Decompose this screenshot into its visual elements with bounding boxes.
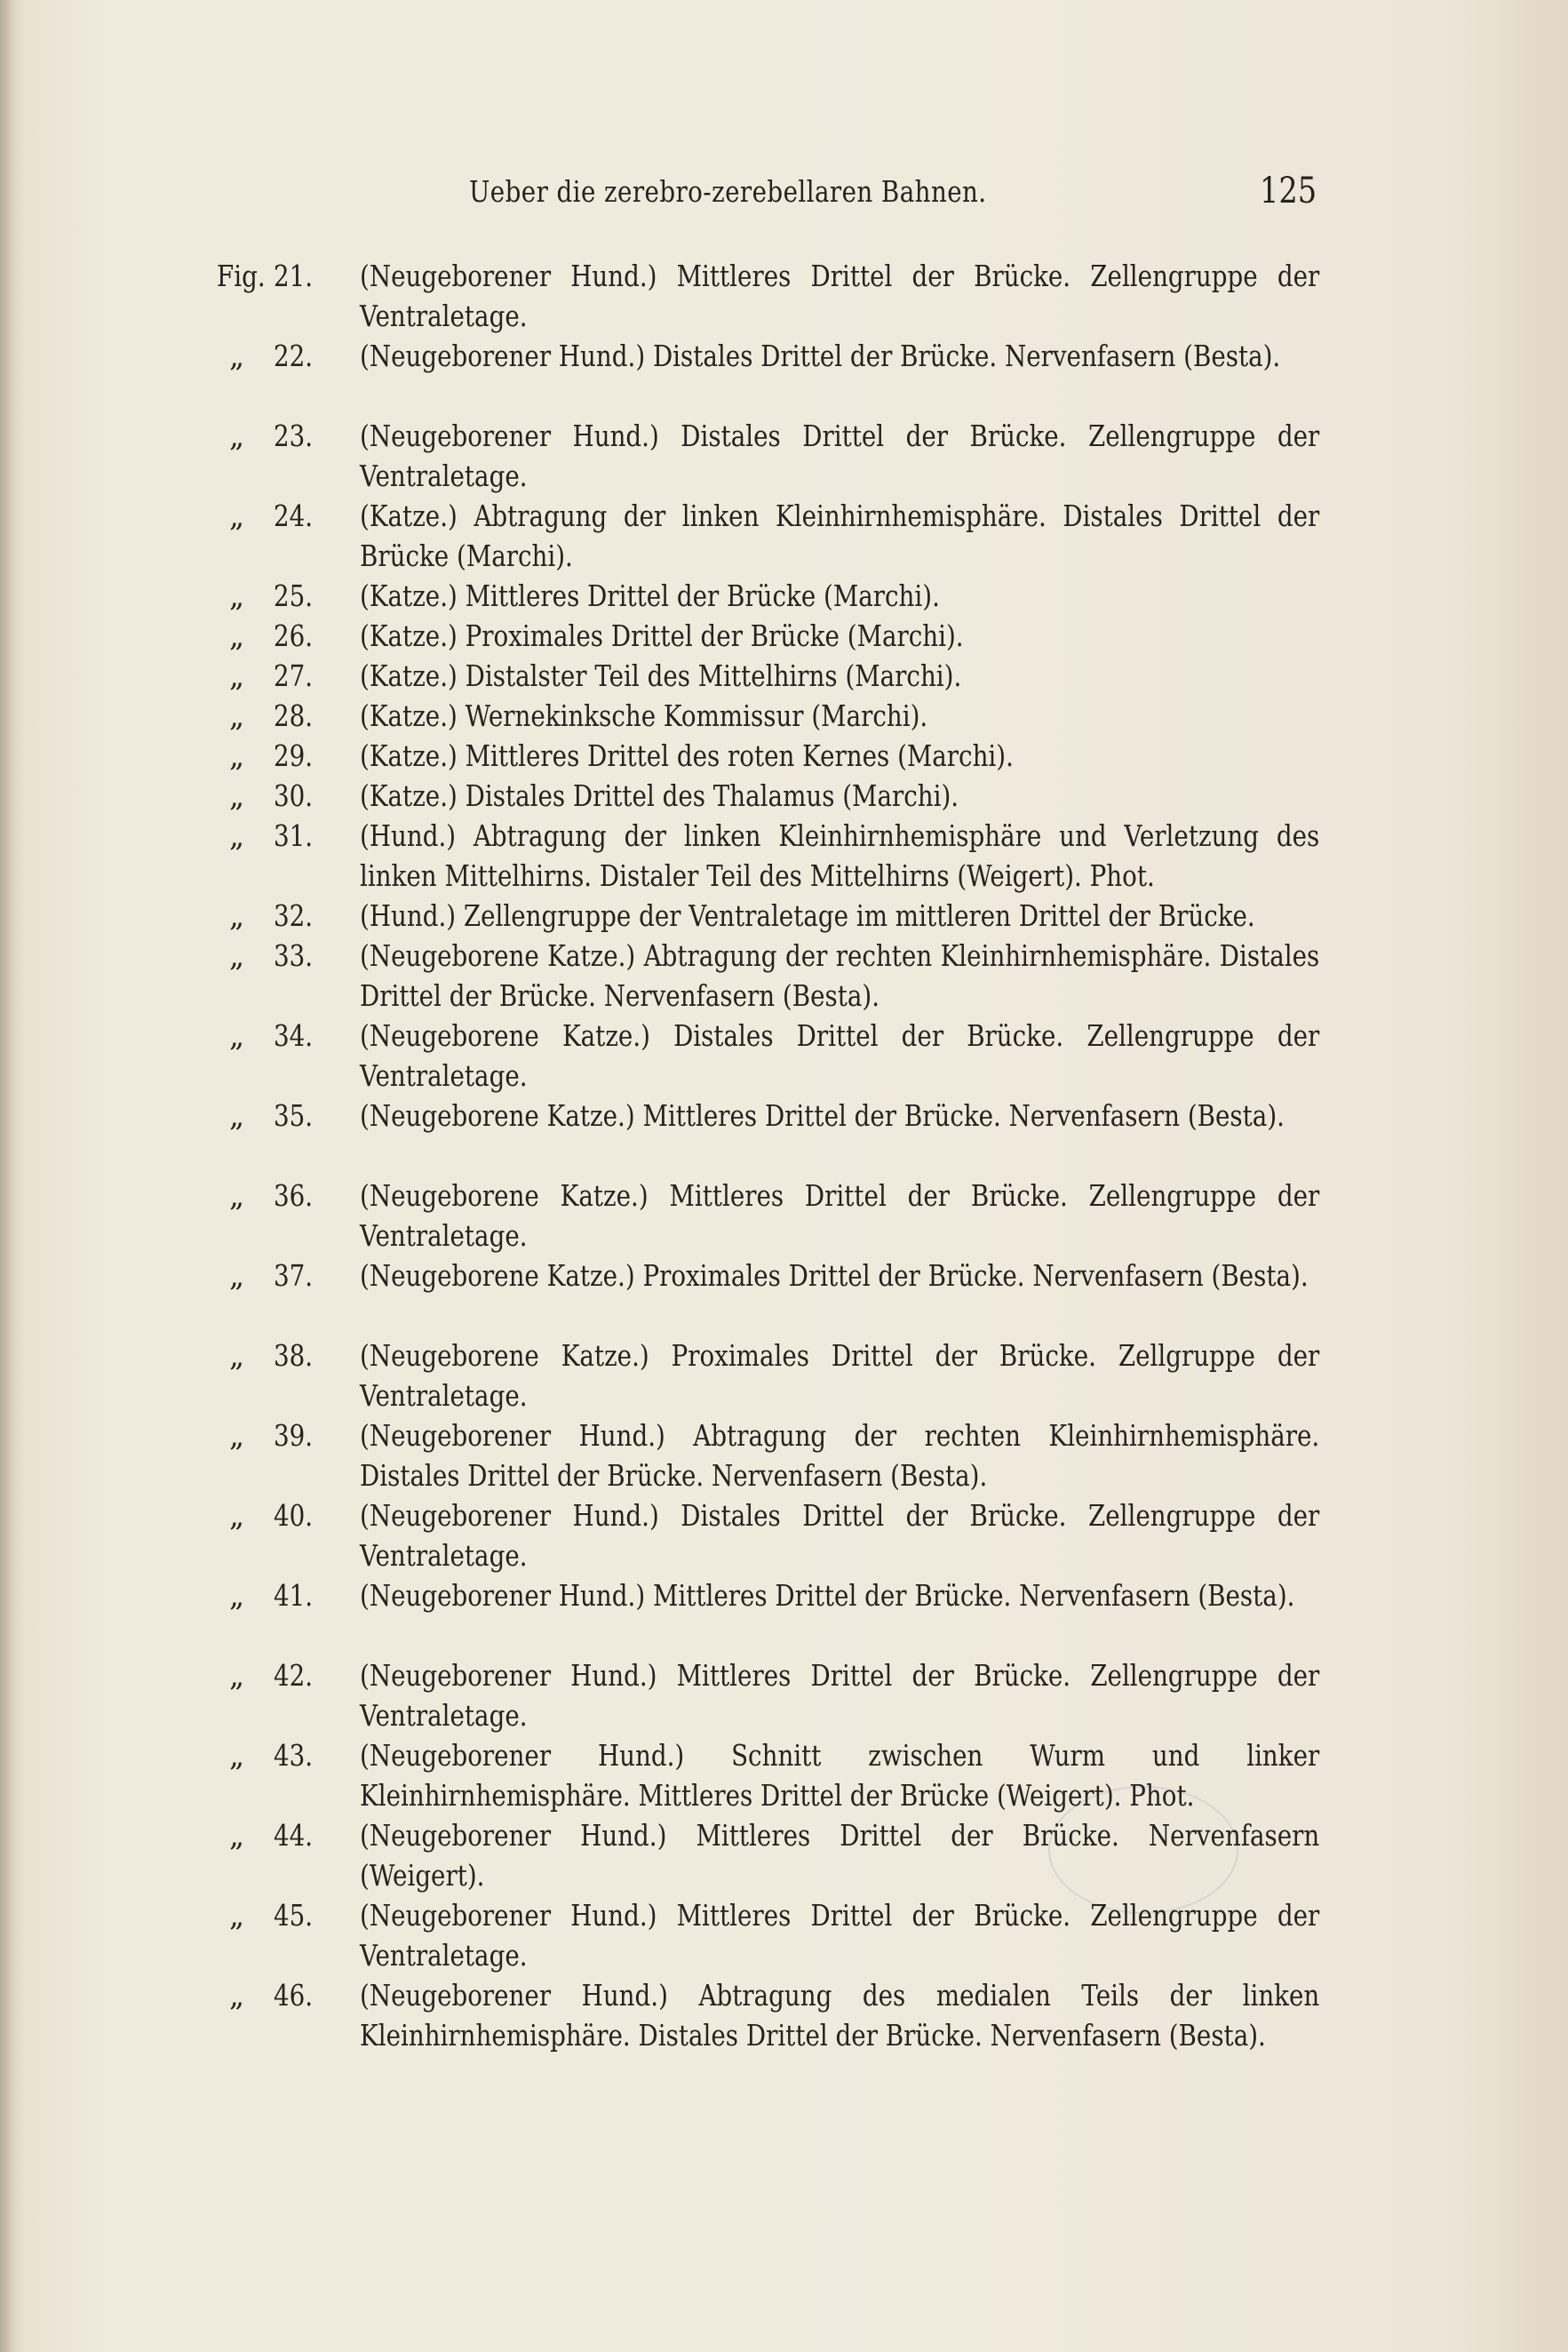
caption-text: (Hund.) Zellengruppe der Ventraletage im mittleren Drittel der Brücke. xyxy=(360,898,1255,933)
caption-text: (Neugeborene Katze.) Abtragung der rechten Kleinhirnhemisphäre. Distales Drittel der Brücke. Nervenfasern (Besta). xyxy=(360,938,1320,1013)
figure-number: 46. xyxy=(274,1978,314,2013)
caption-text: (Neugeborene Katze.) Proximales Drittel der Brücke. Nervenfasern (Besta). xyxy=(360,1258,1309,1293)
figure-caption xyxy=(0,256,1568,336)
figure-caption xyxy=(0,1895,1568,1975)
caption-text: (Katze.) Abtragung der linken Kleinhirnhemisphäre. Distales Drittel der Brücke (Marchi). xyxy=(360,498,1320,573)
caption-text: (Katze.) Proximales Drittel der Brücke (Marchi). xyxy=(360,618,964,653)
fig-abbreviation: Fig. xyxy=(217,259,266,293)
figure-number: 30. xyxy=(274,778,314,813)
figure-number: 41. xyxy=(274,1578,314,1613)
caption-text: (Neugeborener Hund.) Distales Drittel der Brücke. Nervenfasern (Besta). xyxy=(360,339,1281,373)
ditto-mark: „ xyxy=(229,419,245,453)
figure-number: 44. xyxy=(274,1818,314,1853)
figure-number: 29. xyxy=(274,738,314,773)
figure-number: 34. xyxy=(274,1018,314,1053)
caption-text: (Neugeborener Hund.) Abtragung des medialen Teils der linken Kleinhirnhemisphäre. Distales Drittel der Brücke. Nervenfasern (Besta). xyxy=(360,1978,1320,2053)
ditto-mark: „ xyxy=(229,938,245,973)
figure-number: 25. xyxy=(274,578,314,613)
figure-number: 36. xyxy=(274,1178,314,1213)
figure-caption xyxy=(0,1495,1568,1575)
caption-text: (Neugeborene Katze.) Distales Drittel der Brücke. Zellengruppe der Ventraletage. xyxy=(360,1018,1320,1093)
figure-number: 42. xyxy=(274,1658,314,1693)
caption-text: (Neugeborener Hund.) Mittleres Drittel der Brücke. Zellengruppe der Ventraletage. xyxy=(360,1658,1320,1733)
figure-number: 23. xyxy=(274,419,314,453)
caption-text: (Hund.) Abtragung der linken Kleinhirnhemisphäre und Verletzung des linken Mittelhirns. Distaler Teil des Mittelhirns (Weigert). Phot. xyxy=(360,818,1320,893)
caption-text: (Neugeborene Katze.) Proximales Drittel der Brücke. Zellgruppe der Ventraletage. xyxy=(360,1338,1320,1413)
ditto-mark: „ xyxy=(229,1018,245,1053)
figure-number: 28. xyxy=(274,698,314,733)
ditto-mark: „ xyxy=(229,778,245,813)
caption-text: (Neugeborener Hund.) Distales Drittel der Brücke. Zellengruppe der Ventraletage. xyxy=(360,1498,1320,1573)
ditto-mark: „ xyxy=(229,1498,245,1533)
figure-number: 27. xyxy=(274,658,314,693)
figure-number: 32. xyxy=(274,898,314,933)
caption-text: (Neugeborener Hund.) Mittleres Drittel der Brücke. Zellengruppe der Ventraletage. xyxy=(360,259,1320,333)
caption-text: (Katze.) Mittleres Drittel der Brücke (Marchi). xyxy=(360,578,940,613)
ditto-mark: „ xyxy=(229,1978,245,2013)
ditto-mark: „ xyxy=(229,1818,245,1853)
caption-text: (Neugeborener Hund.) Distales Drittel der Brücke. Zellengruppe der Ventraletage. xyxy=(360,419,1320,493)
figure-number: 37. xyxy=(274,1258,314,1293)
figure-number: 43. xyxy=(274,1738,314,1773)
ditto-mark: „ xyxy=(229,1738,245,1773)
figure-number: 39. xyxy=(274,1418,314,1453)
caption-text: (Katze.) Mittleres Drittel des roten Kernes (Marchi). xyxy=(360,738,1014,773)
figure-number: 31. xyxy=(274,818,314,853)
figure-caption xyxy=(0,1575,1568,1655)
ditto-mark: „ xyxy=(229,1338,245,1373)
figure-caption-list xyxy=(0,256,1568,2055)
figure-caption xyxy=(0,1815,1568,1895)
caption-text: (Katze.) Distales Drittel des Thalamus (Marchi). xyxy=(360,778,959,813)
ditto-mark: „ xyxy=(229,498,245,533)
figure-number: 21. xyxy=(274,259,314,293)
caption-text: (Neugeborene Katze.) Mittleres Drittel der Brücke. Nervenfasern (Besta). xyxy=(360,1098,1285,1133)
figure-number: 35. xyxy=(274,1098,314,1133)
figure-caption xyxy=(0,1655,1568,1735)
figure-caption xyxy=(0,1975,1568,2055)
figure-number: 45. xyxy=(274,1898,314,1933)
figure-caption xyxy=(0,496,1568,576)
caption-text: (Katze.) Distalster Teil des Mittelhirns (Marchi). xyxy=(360,658,962,693)
figure-number: 33. xyxy=(274,938,314,973)
ditto-mark: „ xyxy=(229,738,245,773)
figure-caption xyxy=(0,1335,1568,1415)
figure-caption xyxy=(0,776,1568,816)
figure-number: 38. xyxy=(274,1338,314,1373)
figure-caption xyxy=(0,1096,1568,1176)
running-title: Ueber die zerebro-zerebellaren Bahnen. xyxy=(469,174,987,209)
figure-caption xyxy=(0,576,1568,616)
ditto-mark: „ xyxy=(229,1898,245,1933)
figure-caption xyxy=(0,1735,1568,1815)
page-number: 125 xyxy=(1260,171,1317,211)
figure-caption xyxy=(0,656,1568,696)
ditto-mark: „ xyxy=(229,578,245,613)
ditto-mark: „ xyxy=(229,1418,245,1453)
ditto-mark: „ xyxy=(229,1578,245,1613)
figure-caption xyxy=(0,736,1568,776)
ditto-mark: „ xyxy=(229,698,245,733)
figure-caption xyxy=(0,816,1568,896)
caption-text: (Neugeborener Hund.) Mittleres Drittel der Brücke. Zellengruppe der Ventraletage. xyxy=(360,1898,1320,1973)
ditto-mark: „ xyxy=(229,1098,245,1133)
caption-text: (Neugeborene Katze.) Mittleres Drittel der Brücke. Zellengruppe der Ventraletage. xyxy=(360,1178,1320,1253)
ditto-mark: „ xyxy=(229,658,245,693)
ditto-mark: „ xyxy=(229,618,245,653)
running-head xyxy=(0,171,1568,219)
ditto-mark: „ xyxy=(229,1658,245,1693)
figure-caption xyxy=(0,1256,1568,1335)
figure-caption xyxy=(0,936,1568,1016)
figure-number: 40. xyxy=(274,1498,314,1533)
figure-number: 22. xyxy=(274,339,314,373)
ditto-mark: „ xyxy=(229,1258,245,1293)
figure-caption xyxy=(0,616,1568,656)
figure-caption xyxy=(0,1016,1568,1096)
figure-caption xyxy=(0,416,1568,496)
caption-text: (Neugeborener Hund.) Mittleres Drittel der Brücke. Nervenfasern (Besta). xyxy=(360,1578,1295,1613)
caption-text: (Neugeborener Hund.) Abtragung der rechten Kleinhirnhemisphäre. Distales Drittel der Brücke. Nervenfasern (Besta). xyxy=(360,1418,1320,1493)
figure-caption xyxy=(0,1176,1568,1256)
ditto-mark: „ xyxy=(229,818,245,853)
figure-caption xyxy=(0,336,1568,416)
caption-text: (Katze.) Wernekinksche Kommissur (Marchi). xyxy=(360,698,928,733)
figure-caption xyxy=(0,896,1568,936)
figure-number: 26. xyxy=(274,618,314,653)
figure-number: 24. xyxy=(274,498,314,533)
caption-text: (Neugeborener Hund.) Schnitt zwischen Wurm und linker Kleinhirnhemisphäre. Mittleres Drittel der Brücke (Weigert). Phot. xyxy=(360,1738,1320,1813)
ditto-mark: „ xyxy=(229,1178,245,1213)
figure-caption xyxy=(0,696,1568,736)
figure-caption xyxy=(0,1415,1568,1495)
ditto-mark: „ xyxy=(229,339,245,373)
ditto-mark: „ xyxy=(229,898,245,933)
caption-text: (Neugeborener Hund.) Mittleres Drittel der Brücke. Nervenfasern (Weigert). xyxy=(360,1818,1320,1893)
